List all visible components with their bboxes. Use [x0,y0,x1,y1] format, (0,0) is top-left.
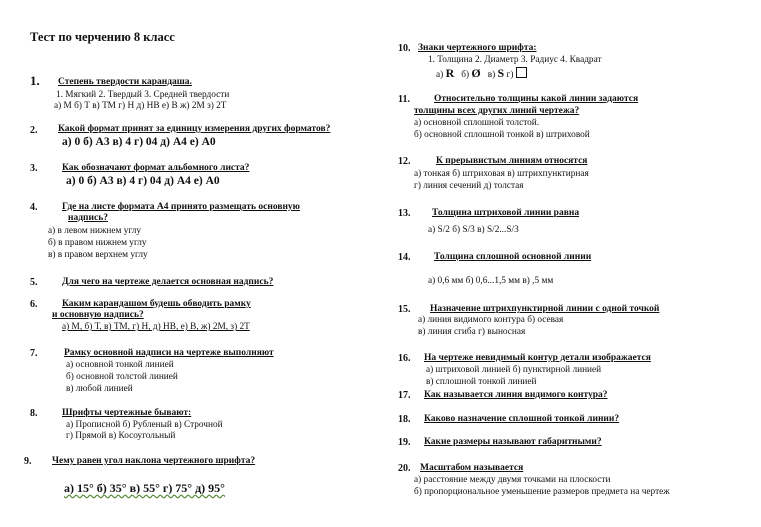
q2-number: 2. [30,125,38,136]
q7-option-a: а) основной тонкой линией [66,360,174,370]
q19-number: 19. [398,437,411,448]
q14-text: Толщина сплошной основной линии [434,252,592,262]
q2-text: Какой формат принят за единицу измерения других форматов? [58,124,331,134]
q4-option-a: а) в левом нижнем углу [48,226,141,236]
q11-text-line2: толщины всех других линий чертежа? [414,106,580,116]
q1-options-line2: а) М б) Т в) ТМ г) Н д) НВ е) В ж) 2М з) 2Т [54,101,227,111]
q6-text-line1: Каким карандашом будешь обводить рамку [62,299,251,309]
q2-options: а) 0 б) А3 в) 4 г) 04 д) А4 е) А0 [62,136,216,148]
q6-options: а) М, б) Т, в) ТМ, г) Н, д) НВ, е) В, ж) 2М, з) 2Т [62,322,250,332]
q10-number: 10. [398,43,411,54]
q18-text: Каково назначение сплошной тонкой линии? [424,414,620,424]
square-icon [516,67,527,78]
q13-number: 13. [398,208,411,219]
q20-option-a: а) расстояние между двумя точками на плоскости [414,475,611,485]
q7-option-c: в) любой линией [66,384,133,394]
page-title: Тест по черчению 8 класс [30,30,175,44]
q8-number: 8. [30,408,38,419]
q19-text: Какие размеры называют габаритными? [424,437,602,447]
q3-number: 3. [30,163,38,174]
q15-text: Назначение штрихпунктирной линии с одной точкой [430,304,660,314]
q8-text: Шрифты чертежные бывают: [62,408,192,418]
q20-option-b: б) пропорциональное уменьшение размеров предмета на чертеж [414,487,670,497]
q1-text: Степень твердости карандаша. [58,77,192,87]
q11-option-bc: б) основной сплошной тонкой в) штриховой [414,130,590,140]
q9-options: а) 15° б) 35° в) 55° г) 75° д) 95° [64,481,225,495]
q15-number: 15. [398,304,411,315]
q1-number: 1. [30,73,40,88]
q1-options-line1: 1. Мягкий 2. Твердый 3. Средней твердости [56,90,230,100]
q17-text: Как называется линия видимого контура? [424,390,608,400]
q10-diameter-sign: Ø [471,66,481,80]
q10-opt-b-label: б) [461,70,470,80]
q11-number: 11. [398,94,410,105]
q10-thickness-sign: S [497,66,505,80]
q11-text-line1: Относительно толщины какой линии задаются [434,94,639,104]
q15-options-line2: в) линия сгиба г) выносная [418,327,526,337]
q10-opt-a-label: а) [436,70,444,80]
q4-option-b: б) в правом нижнем углу [48,238,147,248]
q3-options: а) 0 б) А3 в) 4 г) 04 д) А4 е) А0 [66,175,220,187]
q8-options-line1: а) Прописной б) Рубленый в) Строчной [66,420,223,430]
q13-text: Толщина штриховой линии равна [432,208,580,218]
q20-text: Масштабом называется [420,463,524,473]
q14-options: а) 0,6 мм б) 0,6...1,5 мм в) ,5 мм [428,276,554,286]
q4-number: 4. [30,202,38,213]
q10-opt-c-label: в) [487,70,496,80]
q16-text: На чертеже невидимый контур детали изображается [424,353,651,363]
q4-text-line2: надпись? [68,213,108,223]
q6-number: 6. [30,299,38,310]
q8-options-line2: г) Прямой в) Косоугольный [66,431,176,441]
q9-text: Чему равен угол наклона чертежного шрифта? [52,456,256,466]
q16-options-line1: а) штриховой линией б) пунктирной линией [426,365,602,375]
q15-options-line1: а) линия видимого контура б) осевая [418,315,564,325]
q3-text: Как обозначают формат альбомного листа? [62,163,250,173]
q4-text-line1: Где на листе формата А4 принято размещать основную [62,202,300,212]
q10-options-line2 [436,66,527,81]
q4-option-c: в) в правом верхнем углу [48,250,148,260]
q10-opt-d-label: г) [506,70,514,80]
q16-options-line2: в) сплошной тонкой линией [426,377,537,387]
q7-option-b: б) основной толстой линией [66,372,178,382]
q14-number: 14. [398,252,411,263]
q10-options-line1: 1. Толщина 2. Диаметр 3. Радиус 4. Квадрат [428,55,602,65]
q17-number: 17. [398,390,411,401]
q18-number: 18. [398,414,411,425]
q6-text-line2: и основную надпись? [52,310,144,320]
q11-option-a: а) основной сплошной толстой. [414,118,540,128]
q12-options-line1: а) тонкая б) штриховая в) штрихпунктирная [414,169,589,179]
q5-number: 5. [30,277,38,288]
q16-number: 16. [398,353,411,364]
q12-text: К прерывистым линиям относятся [436,156,588,166]
q13-options: а) S/2 б) S/3 в) S/2...S/3 [428,225,519,235]
q12-number: 12. [398,156,411,167]
q5-text: Для чего на чертеже делается основная надпись? [62,277,274,287]
q10-text: Знаки чертежного шрифта: [418,43,537,53]
q10-radius-sign: R [445,66,455,80]
q7-text: Рамку основной надписи на чертеже выполняют [64,348,274,358]
q12-options-line2: г) линия сечений д) толстая [414,181,524,191]
q7-number: 7. [30,348,38,359]
q20-number: 20. [398,463,411,474]
q9-number: 9. [24,456,32,467]
